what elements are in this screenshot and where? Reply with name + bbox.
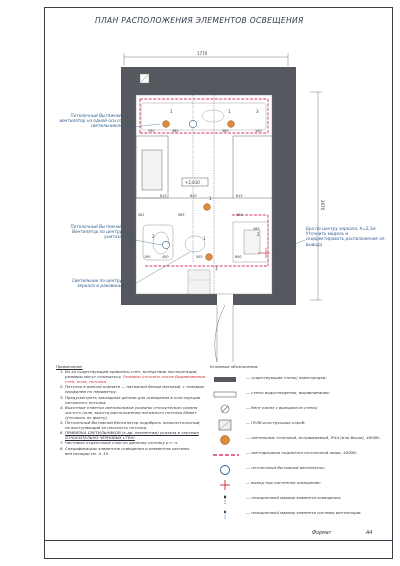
note-text: Потолочный Вытяжной Вентилятор подобрать низкопотолочный, не выступающий за плоскость потолка. <box>65 420 201 431</box>
notes-block <box>56 364 206 456</box>
ceiling-spotlight-icon <box>228 121 235 128</box>
door <box>215 305 233 362</box>
legend-row <box>210 494 386 506</box>
legend-row <box>210 389 386 401</box>
legend-row <box>210 419 386 431</box>
dim-7: 615 <box>236 194 243 198</box>
marker-1: 1 <box>170 109 173 114</box>
marker-8: 2 <box>152 234 155 239</box>
room-interior <box>136 95 272 294</box>
led-strip-icon <box>212 449 240 461</box>
legend-row <box>210 404 386 416</box>
ceiling-spotlight-icon <box>163 121 170 128</box>
dimension-top-label: 1770 <box>197 51 208 56</box>
callout-left-2: Потолочный Вытяжной Вентилятор по центру унитаза <box>70 224 122 240</box>
note-text: Предусмотреть закладные детали для освещения в конструкции натяжного потолка. <box>65 394 201 405</box>
drawing-title: ПЛАН РАСПОЛОЖЕНИЯ ЭЛЕМЕНТОВ ОСВЕЩЕНИЯ <box>95 16 304 25</box>
note-item <box>65 369 206 384</box>
dim-12: 450 <box>162 255 169 259</box>
marker-3: 3 <box>256 109 259 114</box>
note-item <box>65 405 206 420</box>
note-item <box>65 420 206 430</box>
existing-wall-icon <box>212 374 240 386</box>
note-item <box>65 384 206 394</box>
legend-text: — ГКЛВ-конструкции/ короб; <box>246 420 306 425</box>
footer-divider <box>44 540 393 541</box>
elevation-mark <box>182 178 208 186</box>
legend-row <box>210 479 386 491</box>
dim-9: 565 <box>178 213 185 217</box>
dim-13: 505 <box>196 255 203 259</box>
note-item <box>65 395 206 405</box>
note-text: Высотные отметки светильников указаны относительно уровня чистого пола, высота расположения натяжного потолка 80мм+ (уточнить по факту). <box>65 404 198 420</box>
note-text: Потолок в ванной комнате — натяжной белый матовый, с теневым профилем по периметру. <box>65 384 204 395</box>
notes-list <box>56 369 206 456</box>
legend-text: — позиционный маркер элемента освещения; <box>246 495 342 500</box>
dimension-right-label: 2670 <box>320 200 325 211</box>
dim-6: 810 <box>190 194 197 198</box>
dim-5: 815 <box>160 194 167 198</box>
ceiling-spotlight-icon <box>204 204 211 211</box>
note-item <box>65 446 206 456</box>
position-marker-icon <box>212 494 240 506</box>
marker-7: 1 <box>215 266 218 271</box>
ceiling-spotlight-icon <box>206 254 213 261</box>
legend-text: — светодиодная подсветка потолочной ниши, 4000К; <box>246 450 358 455</box>
dim-14: 800 <box>235 255 242 259</box>
legend-text: — вывод под настенное освещение; <box>246 480 321 485</box>
marker-5: 1 <box>203 236 206 241</box>
exhaust-fan-icon <box>189 120 196 127</box>
legend-row <box>210 464 386 476</box>
dim-3: 360 <box>222 129 229 133</box>
legend-text: — существующие стены/ перегородки; <box>246 375 327 380</box>
exhaust-fan-icon <box>162 241 169 248</box>
dim-11: 190 <box>144 255 151 259</box>
callout-left-3: Светильник по центру зеркала и раковины <box>72 278 122 289</box>
dimension-right <box>310 92 322 300</box>
legend-row <box>210 374 386 386</box>
gkl-box <box>188 270 210 294</box>
legend-row <box>210 449 386 461</box>
legend-text: — светильник точечный, встраиваемый, IP44 (или Выше), 4000К; <box>246 435 381 440</box>
gkl-box-icon <box>212 419 240 431</box>
bathroom-wall-icon <box>212 389 240 401</box>
dim-15: 265 <box>253 227 260 231</box>
ceiling-spotlight-icon <box>212 434 240 446</box>
dim-1: 290 <box>148 129 155 133</box>
dim-4: 100 <box>255 129 262 133</box>
legend-row <box>210 509 386 521</box>
format-value: А4 <box>366 531 373 536</box>
exhaust-fan-icon <box>212 464 240 476</box>
dim-2: 380 <box>172 129 179 133</box>
legend-title: Условные обозначения: <box>210 364 259 369</box>
note-text: Чистовые отделочные слои по данному потолку и т. п. <box>65 440 179 446</box>
legend-text: — потолочный Вытяжной вентилятор; <box>246 465 326 470</box>
marker-6: 2 <box>257 232 260 237</box>
legend-text: — Вент канал с выводом из стены; <box>246 405 318 410</box>
vent-marker-icon <box>212 509 240 521</box>
elevation-mark-label: +2,810 <box>185 180 200 185</box>
callout-right-1: Бра по центру зеркала, h=2,1м. Уточнить модель и скорректировать расположение эл. вывода <box>306 226 386 247</box>
note-item <box>65 430 206 440</box>
note-text: ПРИВЯЗКА СВЕТИЛЬНИКОВ (к др. элементам) указана в чертеже ОТНОСИТЕЛЬНО ЧЕРНОВЫХ СТЕН! <box>65 430 199 441</box>
note-text-red: Размеры уточнять после Выравнивания стен, пола, потолка. <box>65 374 206 385</box>
vent-channel-icon <box>212 404 240 416</box>
format-label: Формат <box>312 531 332 536</box>
marker-2: 1 <box>228 109 231 114</box>
legend-text: — стены водоотведения, выравнивания; <box>246 390 330 395</box>
vent-channel-icon <box>140 74 149 83</box>
legend-text: — позиционный маркер элемента системы вентиляции. <box>246 510 362 515</box>
note-text: Из-за существующей кривизны стен, вследствии эксплуатации, размеры могут отличаться. <box>65 369 198 380</box>
wall-sconce-icon <box>212 479 240 491</box>
dim-8: 281 <box>138 213 145 217</box>
note-text: Спецификацию элементов освещения и элементов системы вентиляции см. л. 10 <box>65 445 190 456</box>
notes-title: Примечание: <box>56 364 83 369</box>
legend-row <box>210 434 386 446</box>
callout-left-1: Потолочный Вытяжной вентилятор на одной оси со светильником <box>59 113 122 129</box>
marker-4: 1 <box>209 196 212 201</box>
dim-10: 400 <box>236 213 243 217</box>
